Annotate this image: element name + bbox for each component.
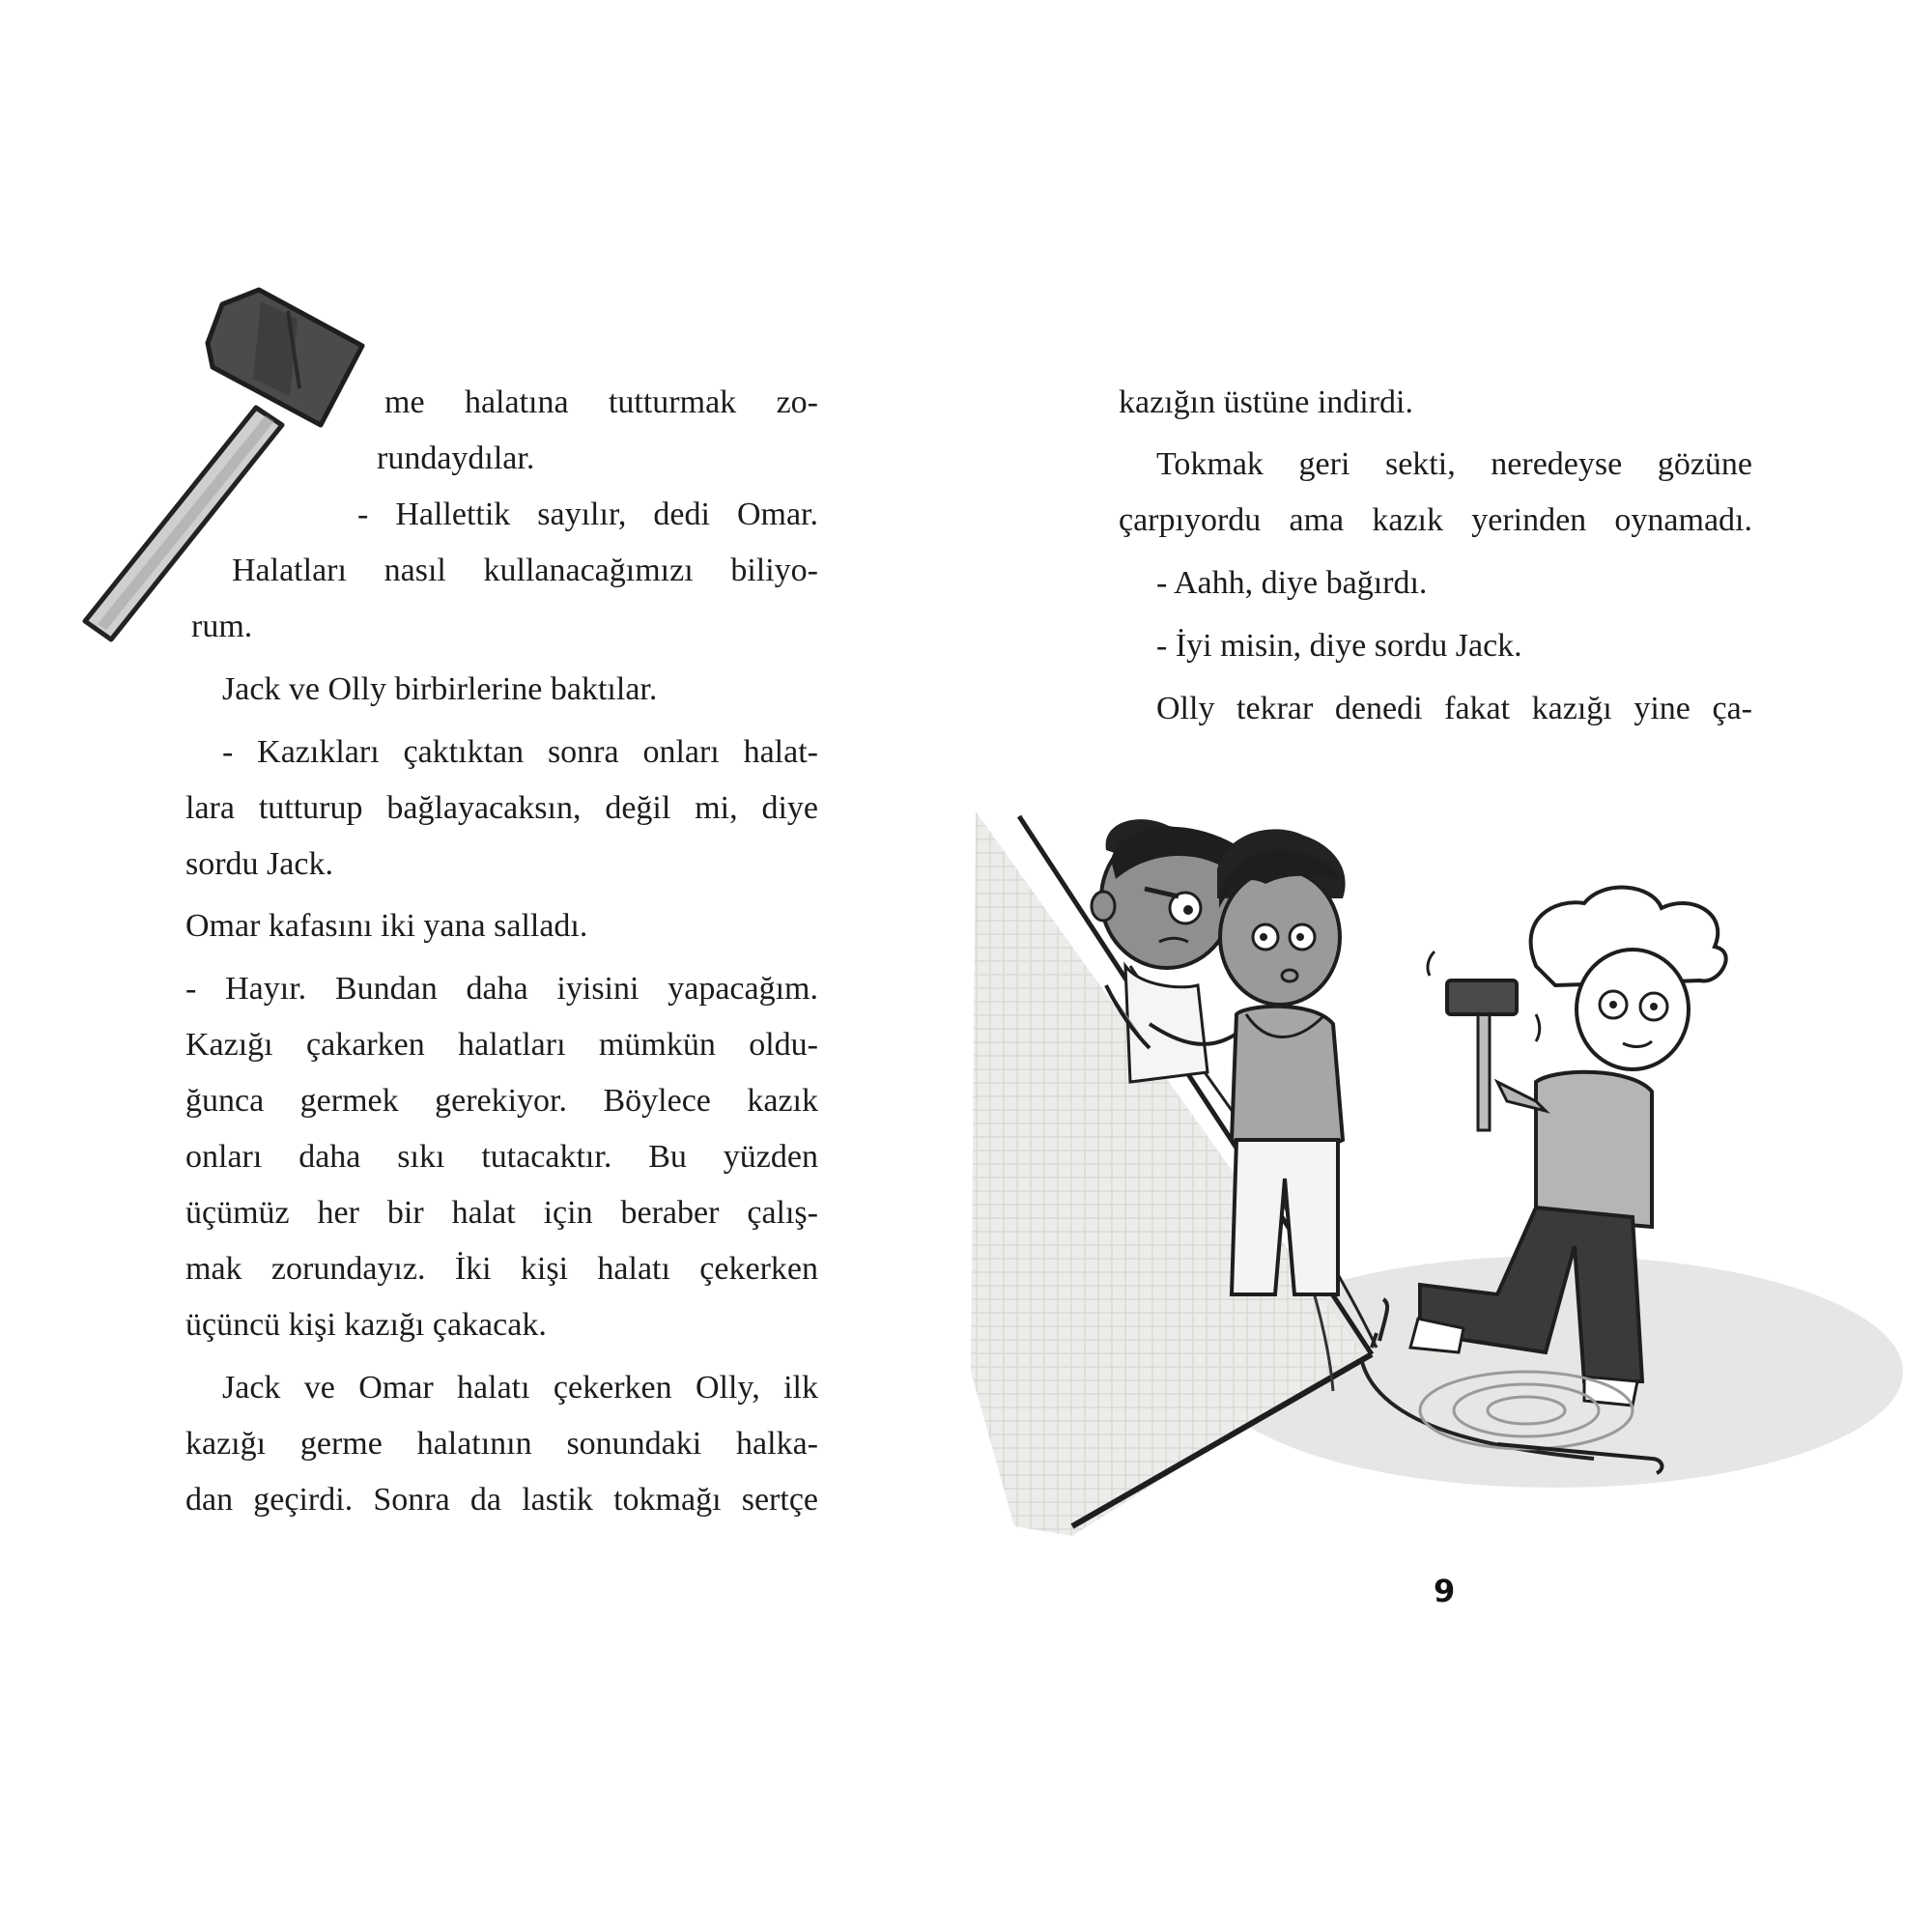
text-line: dan geçirdi. Sonra da lastik tokmağı sertçe	[185, 1482, 818, 1518]
text-line: mak zorundayız. İki kişi halatı çekerken	[185, 1251, 818, 1287]
text-line: Jack ve Olly birbirlerine baktılar.	[222, 671, 658, 707]
text-line: - İyi misin, diye sordu Jack.	[1156, 628, 1522, 664]
tent-scene-illustration	[956, 792, 1922, 1565]
text-line: Omar kafasını iki yana salladı.	[185, 908, 588, 944]
text-line: - Kazıkları çaktıktan sonra onları halat-	[222, 734, 818, 770]
text-line: onları daha sıkı tutacaktır. Bu yüzden	[185, 1139, 818, 1175]
page-number: 9	[1434, 1573, 1457, 1609]
text-line: - Hayır. Bundan daha iyisini yapacağım.	[185, 971, 818, 1007]
text-line: me halatına tutturmak zo-	[384, 384, 818, 420]
text-line: lara tutturup bağlayacaksın, değil mi, diye	[185, 790, 818, 826]
text-line: sordu Jack.	[185, 846, 333, 882]
text-line: Jack ve Omar halatı çekerken Olly, ilk	[222, 1370, 818, 1406]
text-line: kazığın üstüne indirdi.	[1119, 384, 1414, 420]
text-line: Kazığı çakarken halatları mümkün oldu-	[185, 1027, 818, 1063]
text-line: Olly tekrar denedi fakat kazığı yine ça-	[1156, 691, 1752, 726]
text-line: Halatları nasıl kullanacağımızı biliyo-	[232, 553, 818, 588]
text-line: rum.	[191, 609, 253, 644]
text-line: rundaydılar.	[377, 440, 535, 476]
text-line: kazığı germe halatının sonundaki halka-	[185, 1426, 818, 1462]
text-line: - Aahh, diye bağırdı.	[1156, 565, 1428, 601]
text-line: üçüncü kişi kazığı çakacak.	[185, 1307, 547, 1343]
text-line: üçümüz her bir halat için beraber çalış-	[185, 1195, 818, 1231]
text-line: çarpıyordu ama kazık yerinden oynamadı.	[1119, 502, 1752, 538]
text-line: ğunca germek gerekiyor. Böylece kazık	[185, 1083, 818, 1119]
text-line: - Hallettik sayılır, dedi Omar.	[357, 497, 818, 532]
text-line: Tokmak geri sekti, neredeyse gözüne	[1156, 446, 1752, 482]
